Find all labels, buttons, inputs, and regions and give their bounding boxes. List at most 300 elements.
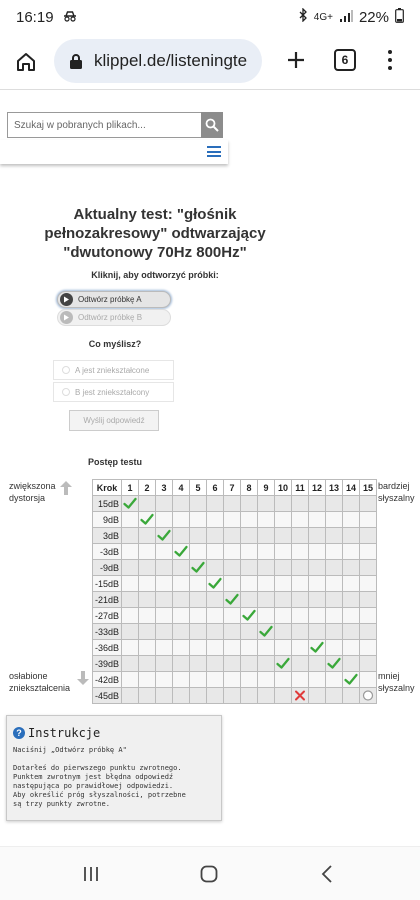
level-label: -39dB: [93, 656, 122, 672]
grid-cell: [343, 656, 360, 672]
grid-cell: [156, 576, 173, 592]
grid-cell: [275, 544, 292, 560]
home-icon: [15, 51, 37, 73]
instructions-title: Instrukcje: [28, 726, 101, 740]
grid-cell: [156, 608, 173, 624]
grid-cell: [292, 576, 309, 592]
recent-apps-button[interactable]: [76, 861, 106, 887]
more-menu-button[interactable]: [378, 42, 402, 78]
grid-cell: [292, 512, 309, 528]
grid-cell: [258, 688, 275, 704]
play-sample-b-label: Odtwórz próbkę B: [78, 313, 143, 322]
grid-cell: [173, 688, 190, 704]
grid-cell: [122, 576, 139, 592]
grid-cell: [360, 512, 377, 528]
grid-cell: [343, 512, 360, 528]
grid-cell: [292, 608, 309, 624]
address-bar[interactable]: [54, 39, 262, 83]
grid-cell: [343, 576, 360, 592]
grid-cell: [275, 512, 292, 528]
grid-cell: [241, 592, 258, 608]
check-icon: [190, 560, 206, 575]
level-label: -21dB: [93, 592, 122, 608]
grid-cell: [309, 496, 326, 512]
grid-cell: [139, 656, 156, 672]
grid-cell: [292, 656, 309, 672]
grid-cell: [309, 624, 326, 640]
check-icon: [156, 528, 172, 543]
grid-cell: [224, 672, 241, 688]
play-icon: [60, 293, 73, 306]
grid-cell: [241, 688, 258, 704]
grid-cell: [224, 656, 241, 672]
search-bar: [7, 112, 223, 138]
grid-cell: [326, 512, 343, 528]
check-icon: [173, 544, 189, 559]
level-row: [93, 544, 377, 560]
home-nav-button[interactable]: [194, 861, 224, 887]
level-row: [93, 624, 377, 640]
grid-cell: [275, 528, 292, 544]
grid-cell: [139, 560, 156, 576]
grid-cell: [309, 544, 326, 560]
grid-cell: [173, 624, 190, 640]
grid-cell: [309, 592, 326, 608]
grid-cell: [190, 624, 207, 640]
grid-cell: [360, 608, 377, 624]
step-number: 11: [292, 480, 309, 496]
battery-level: 22%: [358, 8, 389, 26]
grid-cell: [207, 608, 224, 624]
test-title: Aktualny test: "głośnik pełnozakresowy" odtwarzający "dwutonowy 70Hz 800Hz": [44, 206, 266, 261]
grid-cell: [173, 512, 190, 528]
grid-cell: [207, 688, 224, 704]
step-number: 1: [122, 480, 139, 496]
system-nav-bar: [0, 846, 420, 900]
grid-cell: [343, 592, 360, 608]
progress-title: Postęp testu: [87, 457, 142, 467]
lock-icon: [66, 51, 86, 71]
step-number: 10: [275, 480, 292, 496]
grid-cell: [122, 624, 139, 640]
check-icon: [275, 656, 291, 671]
grid-cell: [156, 560, 173, 576]
grid-cell: [156, 640, 173, 656]
grid-cell: [156, 496, 173, 512]
grid-cell: [139, 624, 156, 640]
grid-cell: [275, 560, 292, 576]
grid-cell: [190, 640, 207, 656]
grid-cell: [190, 560, 207, 576]
cross-icon: [292, 688, 308, 703]
grid-cell: [360, 640, 377, 656]
level-row: [93, 528, 377, 544]
network-type: 4G+: [313, 11, 333, 23]
dot-icon: [388, 58, 392, 62]
grid-cell: [326, 496, 343, 512]
play-prompt: Kliknij, aby odtworzyć próbki:: [91, 270, 219, 280]
tab-switcher-button[interactable]: 6: [334, 49, 356, 71]
grid-cell: [156, 512, 173, 528]
grid-cell: [326, 624, 343, 640]
grid-cell: [326, 640, 343, 656]
grid-cell: [258, 560, 275, 576]
status-time: 16:19: [16, 8, 54, 26]
grid-cell: [275, 576, 292, 592]
more-audible-label: bardziej słyszalny: [378, 481, 415, 503]
check-icon: [122, 496, 138, 511]
grid-cell: [173, 592, 190, 608]
step-number: 2: [139, 480, 156, 496]
grid-cell: [224, 544, 241, 560]
check-icon: [207, 576, 223, 591]
search-button[interactable]: [201, 112, 223, 138]
current-step-icon: [360, 688, 376, 703]
submit-answer-button[interactable]: Wyślij odpowiedź: [69, 410, 159, 431]
grid-cell: [360, 688, 377, 704]
new-tab-button[interactable]: [278, 42, 314, 78]
grid-cell: [207, 640, 224, 656]
grid-cell: [224, 688, 241, 704]
grid-cell: [326, 688, 343, 704]
grid-cell: [139, 608, 156, 624]
browser-toolbar: [0, 34, 420, 90]
grid-cell: [156, 656, 173, 672]
grid-cell: [326, 608, 343, 624]
grid-cell: [343, 528, 360, 544]
grid-cell: [207, 544, 224, 560]
step-number: 13: [326, 480, 343, 496]
grid-cell: [190, 544, 207, 560]
grid-cell: [309, 528, 326, 544]
grid-cell: [360, 656, 377, 672]
play-icon: [60, 311, 73, 324]
grid-cell: [275, 672, 292, 688]
level-row: [93, 560, 377, 576]
grid-cell: [190, 688, 207, 704]
grid-cell: [224, 640, 241, 656]
grid-cell: [156, 592, 173, 608]
grid-cell: [275, 656, 292, 672]
grid-cell: [241, 608, 258, 624]
more-distortion-label: zwiększona dystorsja: [9, 481, 56, 503]
level-label: -42dB: [93, 672, 122, 688]
arrow-up-icon: [60, 481, 72, 495]
back-icon: [321, 865, 333, 883]
grid-cell: [173, 608, 190, 624]
grid-cell: [207, 528, 224, 544]
grid-cell: [156, 544, 173, 560]
grid-cell: [360, 544, 377, 560]
grid-cell: [258, 624, 275, 640]
grid-cell: [156, 672, 173, 688]
help-icon: ?: [13, 727, 25, 739]
level-label: -33dB: [93, 624, 122, 640]
option-b-label: B jest zniekształcony: [75, 387, 150, 397]
grid-cell: [122, 512, 139, 528]
grid-cell: [275, 640, 292, 656]
grid-cell: [139, 688, 156, 704]
grid-cell: [122, 544, 139, 560]
grid-cell: [122, 688, 139, 704]
check-icon: [258, 624, 274, 639]
check-icon: [343, 672, 359, 687]
grid-cell: [343, 624, 360, 640]
dot-icon: [388, 50, 392, 54]
grid-cell: [258, 592, 275, 608]
grid-cell: [343, 560, 360, 576]
grid-cell: [241, 624, 258, 640]
grid-cell: [275, 496, 292, 512]
grid-cell: [139, 592, 156, 608]
grid-cell: [309, 640, 326, 656]
grid-cell: [241, 576, 258, 592]
level-row: [93, 688, 377, 704]
grid-cell: [207, 592, 224, 608]
level-row: [93, 592, 377, 608]
grid-cell: [292, 624, 309, 640]
less-audible-label: mniej słyszalny: [378, 671, 415, 693]
play-sample-a-label: Odtwórz próbkę A: [78, 295, 142, 304]
grid-cell: [173, 656, 190, 672]
grid-cell: [224, 528, 241, 544]
grid-cell: [139, 576, 156, 592]
step-number: 5: [190, 480, 207, 496]
grid-cell: [275, 624, 292, 640]
grid-cell: [122, 560, 139, 576]
grid-cell: [292, 544, 309, 560]
grid-cell: [360, 672, 377, 688]
grid-cell: [224, 560, 241, 576]
grid-cell: [326, 656, 343, 672]
level-label: 15dB: [93, 496, 122, 512]
option-a-label: A jest zniekształcone: [75, 365, 150, 375]
recent-apps-icon: [82, 866, 100, 882]
home-button[interactable]: [0, 36, 52, 88]
grid-cell: [309, 656, 326, 672]
grid-cell: [224, 512, 241, 528]
grid-cell: [190, 672, 207, 688]
grid-cell: [190, 656, 207, 672]
grid-cell: [326, 544, 343, 560]
grid-cell: [173, 560, 190, 576]
grid-cell: [122, 656, 139, 672]
radio-icon: [62, 366, 70, 374]
check-icon: [139, 512, 155, 527]
grid-cell: [258, 544, 275, 560]
step-number: 3: [156, 480, 173, 496]
grid-cell: [190, 576, 207, 592]
status-bar: [0, 0, 420, 34]
arrow-down-icon: [77, 671, 89, 685]
grid-cell: [207, 656, 224, 672]
grid-cell: [190, 512, 207, 528]
instructions-panel: [6, 715, 222, 821]
grid-cell: [258, 640, 275, 656]
grid-cell: [207, 496, 224, 512]
grid-cell: [309, 560, 326, 576]
signal-icon: [339, 9, 353, 26]
search-input[interactable]: [7, 112, 201, 138]
grid-cell: [122, 640, 139, 656]
level-row: [93, 576, 377, 592]
grid-cell: [360, 576, 377, 592]
level-label: -3dB: [93, 544, 122, 560]
grid-cell: [292, 672, 309, 688]
grid-cell: [173, 672, 190, 688]
grid-cell: [241, 544, 258, 560]
step-number: 7: [224, 480, 241, 496]
grid-cell: [139, 672, 156, 688]
level-row: [93, 672, 377, 688]
grid-cell: [241, 640, 258, 656]
grid-cell: [326, 576, 343, 592]
grid-cell: [207, 672, 224, 688]
grid-cell: [326, 592, 343, 608]
grid-cell: [326, 560, 343, 576]
dot-icon: [388, 66, 392, 70]
level-label: 9dB: [93, 512, 122, 528]
grid-cell: [241, 672, 258, 688]
grid-cell: [207, 512, 224, 528]
grid-cell: [190, 592, 207, 608]
grid-cell: [360, 592, 377, 608]
grid-cell: [241, 560, 258, 576]
grid-cell: [343, 688, 360, 704]
grid-cell: [190, 528, 207, 544]
level-label: 3dB: [93, 528, 122, 544]
grid-cell: [173, 640, 190, 656]
step-number: 9: [258, 480, 275, 496]
battery-icon: [395, 8, 404, 27]
back-button[interactable]: [312, 861, 342, 887]
radio-icon: [62, 388, 70, 396]
grid-cell: [258, 672, 275, 688]
progress-grid: [92, 479, 377, 704]
grid-cell: [224, 624, 241, 640]
grid-cell: [292, 688, 309, 704]
grid-cell: [343, 544, 360, 560]
grid-cell: [309, 688, 326, 704]
grid-cell: [241, 496, 258, 512]
grid-cell: [292, 528, 309, 544]
grid-cell: [173, 528, 190, 544]
grid-cell: [122, 608, 139, 624]
plus-icon: [286, 50, 306, 70]
grid-cell: [343, 608, 360, 624]
grid-cell: [258, 656, 275, 672]
grid-cell: [258, 576, 275, 592]
grid-cell: [241, 512, 258, 528]
grid-cell: [241, 656, 258, 672]
question-label: Co myślisz?: [88, 339, 142, 349]
grid-cell: [309, 672, 326, 688]
level-row: [93, 608, 377, 624]
level-label: -27dB: [93, 608, 122, 624]
check-icon: [224, 592, 240, 607]
grid-cell: [258, 608, 275, 624]
site-nav-strip: [0, 140, 228, 164]
step-number: 15: [360, 480, 377, 496]
grid-cell: [275, 688, 292, 704]
level-label: -9dB: [93, 560, 122, 576]
option-b-radio[interactable]: [53, 382, 174, 402]
grid-cell: [258, 528, 275, 544]
level-row: [93, 496, 377, 512]
grid-cell: [292, 640, 309, 656]
level-row: [93, 640, 377, 656]
grid-cell: [343, 672, 360, 688]
play-sample-b-button[interactable]: [57, 309, 171, 326]
grid-cell: [173, 576, 190, 592]
search-icon: [205, 118, 219, 132]
grid-cell: [207, 560, 224, 576]
grid-cell: [343, 496, 360, 512]
grid-cell: [207, 576, 224, 592]
grid-cell: [190, 608, 207, 624]
grid-cell: [139, 544, 156, 560]
step-header: Krok: [93, 480, 122, 496]
bluetooth-icon: [298, 8, 308, 26]
level-label: -45dB: [93, 688, 122, 704]
grid-cell: [309, 512, 326, 528]
grid-cell: [224, 592, 241, 608]
grid-cell: [122, 592, 139, 608]
grid-cell: [224, 496, 241, 512]
grid-cell: [309, 608, 326, 624]
grid-cell: [309, 576, 326, 592]
grid-cell: [360, 496, 377, 512]
grid-cell: [258, 512, 275, 528]
grid-cell: [156, 624, 173, 640]
grid-cell: [122, 672, 139, 688]
grid-cell: [360, 528, 377, 544]
grid-cell: [360, 560, 377, 576]
step-number: 4: [173, 480, 190, 496]
home-nav-icon: [200, 865, 218, 883]
grid-cell: [122, 496, 139, 512]
grid-cell: [139, 528, 156, 544]
step-number: 8: [241, 480, 258, 496]
less-distortion-label: osłabione zniekształcenia: [9, 671, 71, 693]
grid-cell: [292, 560, 309, 576]
grid-cell: [139, 640, 156, 656]
grid-cell: [326, 528, 343, 544]
check-icon: [309, 640, 325, 655]
level-row: [93, 656, 377, 672]
level-label: -36dB: [93, 640, 122, 656]
hamburger-menu-icon[interactable]: [207, 146, 221, 157]
grid-cell: [275, 608, 292, 624]
option-a-radio[interactable]: [53, 360, 174, 380]
grid-cell: [292, 496, 309, 512]
play-sample-a-button[interactable]: [57, 291, 171, 308]
incognito-icon: [62, 10, 78, 25]
grid-cell: [275, 592, 292, 608]
grid-cell: [326, 672, 343, 688]
grid-cell: [173, 496, 190, 512]
grid-cell: [224, 608, 241, 624]
grid-cell: [122, 528, 139, 544]
url-text: klippel.de/listeningte: [94, 51, 248, 70]
grid-cell: [343, 640, 360, 656]
step-number: 12: [309, 480, 326, 496]
grid-cell: [156, 528, 173, 544]
step-number: 14: [343, 480, 360, 496]
grid-cell: [173, 544, 190, 560]
grid-cell: [360, 624, 377, 640]
grid-cell: [156, 688, 173, 704]
